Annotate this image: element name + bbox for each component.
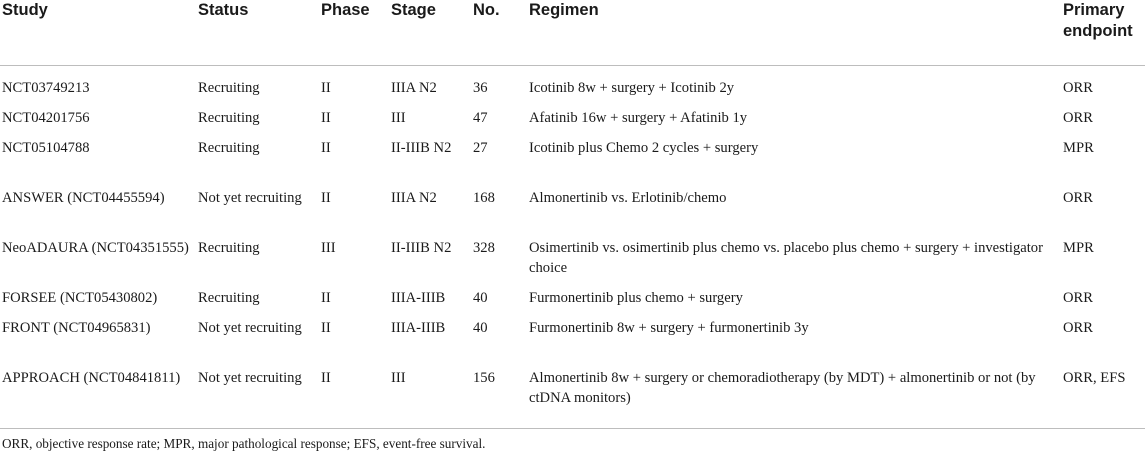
cell-phase: II <box>321 140 331 156</box>
cell-status: Recruiting <box>198 240 260 256</box>
table-row <box>0 188 1145 238</box>
table-row <box>0 238 1145 288</box>
table-row <box>0 368 1145 429</box>
cell-status: Recruiting <box>198 80 260 96</box>
cell-regimen: Almonertinib vs. Erlotinib/chemo <box>529 190 727 206</box>
cell-number: 40 <box>473 290 488 306</box>
header-status: Status <box>198 1 249 19</box>
cell-endpoint: MPR <box>1063 240 1094 256</box>
cell-stage: II-IIIB N2 <box>391 140 452 156</box>
table-row <box>0 108 1145 138</box>
cell-status: Recruiting <box>198 290 260 306</box>
cell-regimen: Icotinib 8w + surgery + Icotinib 2y <box>529 80 735 96</box>
cell-study: FRONT (NCT04965831) <box>2 320 151 336</box>
cell-number: 36 <box>473 80 488 96</box>
cell-regimen: Afatinib 16w + surgery + Afatinib 1y <box>529 110 748 126</box>
cell-phase: II <box>321 190 331 206</box>
header-stage: Stage <box>391 1 436 19</box>
cell-phase: II <box>321 290 331 306</box>
cell-study: APPROACH (NCT04841811) <box>2 370 181 386</box>
cell-phase: III <box>321 240 336 256</box>
cell-status: Recruiting <box>198 110 260 126</box>
cell-stage: III <box>391 110 406 126</box>
table-row <box>0 138 1145 188</box>
cell-study: NCT03749213 <box>2 80 90 96</box>
cell-status: Not yet recruiting <box>198 320 302 336</box>
cell-endpoint: ORR, EFS <box>1063 370 1126 386</box>
header-number: No. <box>473 1 500 19</box>
table-footnote: ORR, objective response rate; MPR, major pathological response; EFS, event-free survival. <box>2 436 486 451</box>
cell-endpoint: ORR <box>1063 320 1094 336</box>
cell-number: 328 <box>473 240 495 256</box>
cell-study: NCT04201756 <box>2 110 90 126</box>
cell-number: 156 <box>473 370 495 386</box>
header-primary-endpoint: Primary endpoint <box>1063 1 1133 40</box>
header-regimen: Regimen <box>529 1 599 19</box>
cell-endpoint: MPR <box>1063 140 1094 156</box>
cell-stage: II-IIIB N2 <box>391 240 452 256</box>
cell-status: Not yet recruiting <box>198 190 302 206</box>
header-study: Study <box>2 1 48 19</box>
cell-stage: IIIA N2 <box>391 190 437 206</box>
cell-endpoint: ORR <box>1063 290 1094 306</box>
cell-number: 168 <box>473 190 495 206</box>
table-row <box>0 288 1145 318</box>
cell-phase: II <box>321 110 331 126</box>
cell-regimen: Furmonertinib plus chemo + surgery <box>529 290 743 306</box>
cell-stage: IIIA N2 <box>391 80 437 96</box>
cell-study: NCT05104788 <box>2 140 90 156</box>
table-header-row <box>0 0 1145 66</box>
cell-endpoint: ORR <box>1063 110 1094 126</box>
cell-stage: IIIA-IIIB <box>391 290 446 306</box>
cell-phase: II <box>321 80 331 96</box>
table-row <box>0 318 1145 368</box>
cell-regimen: Osimertinib vs. osimertinib plus chemo vs. placebo plus chemo + surgery + investigator choice <box>529 240 1043 276</box>
cell-study: ANSWER (NCT04455594) <box>2 190 165 206</box>
header-phase: Phase <box>321 1 370 19</box>
cell-stage: III <box>391 370 406 386</box>
cell-phase: II <box>321 370 331 386</box>
cell-endpoint: ORR <box>1063 190 1094 206</box>
cell-regimen: Almonertinib 8w + surgery or chemoradiotherapy (by MDT) + almonertinib or not (by ctDNA monitors) <box>529 370 1036 406</box>
cell-study: NeoADAURA (NCT04351555) <box>2 240 189 256</box>
cell-regimen: Furmonertinib 8w + surgery + furmonertinib 3y <box>529 320 809 336</box>
cell-number: 47 <box>473 110 488 126</box>
cell-endpoint: ORR <box>1063 80 1094 96</box>
cell-status: Recruiting <box>198 140 260 156</box>
table-row <box>0 66 1145 109</box>
cell-number: 27 <box>473 140 488 156</box>
cell-study: FORSEE (NCT05430802) <box>2 290 158 306</box>
cell-regimen: Icotinib plus Chemo 2 cycles + surgery <box>529 140 759 156</box>
cell-phase: II <box>321 320 331 336</box>
cell-number: 40 <box>473 320 488 336</box>
cell-status: Not yet recruiting <box>198 370 302 386</box>
cell-stage: IIIA-IIIB <box>391 320 446 336</box>
